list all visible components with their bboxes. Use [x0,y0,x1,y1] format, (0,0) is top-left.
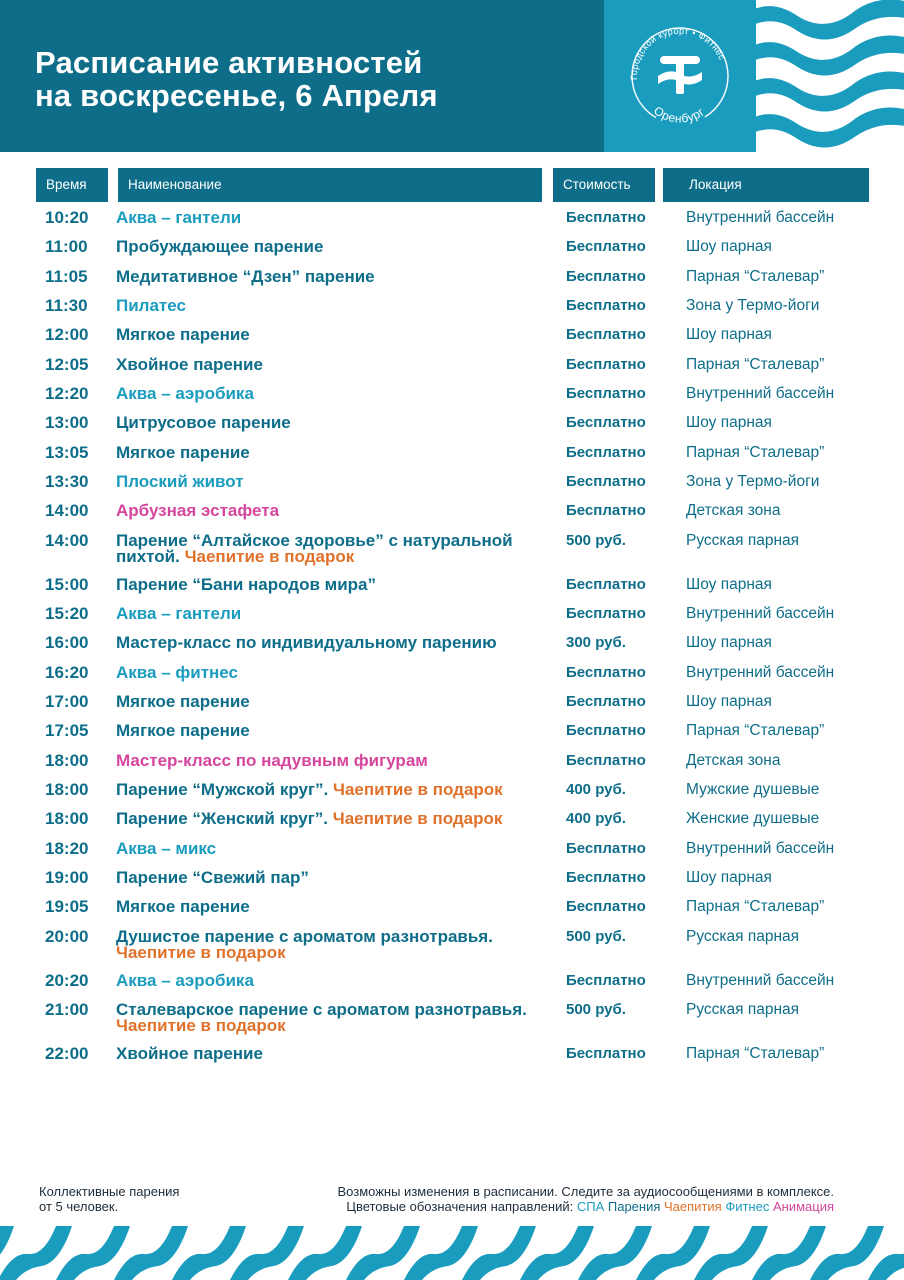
activity-name: Арбузная эстафета [116,501,280,520]
row-time: 18:20 [45,839,89,858]
svg-text:Оренбург [651,103,707,125]
footer-note-line-2: от 5 человек. [39,1199,119,1214]
row-time: 12:00 [45,325,89,344]
row-location: Шоу парная [686,414,772,431]
row-time: 14:00 [45,531,89,550]
row-time: 16:20 [45,663,89,682]
row-location: Внутренний бассейн [686,840,835,857]
row-price: Бесплатно [566,268,646,285]
tea-gift-note: Чаепитие в подарок [116,1016,286,1035]
row-price: 400 руб. [566,810,626,827]
row-activity [116,267,556,285]
logo-mark-icon [658,56,702,94]
row-activity [116,237,556,255]
row-time: 21:00 [45,1000,89,1019]
activity-name: Мастер-класс по индивидуальному парению [116,633,497,652]
row-activity [116,971,556,989]
row-activity [116,692,556,710]
column-header-name: Наименование [118,168,542,202]
row-location: Шоу парная [686,693,772,710]
row-location: Парная “Сталевар” [686,444,825,461]
row-time: 19:00 [45,868,89,887]
row-time: 17:05 [45,721,89,740]
row-price: Бесплатно [566,326,646,343]
activity-name: Аква – гантели [116,208,242,227]
row-activity [116,751,556,769]
row-location: Шоу парная [686,238,772,255]
row-time: 13:30 [45,472,89,491]
column-header-time: Время [36,168,108,202]
row-activity [116,501,556,519]
activity-name: Сталеварское парение с ароматом разнотравья. [116,1000,527,1019]
row-location: Русская парная [686,1001,800,1018]
row-price: Бесплатно [566,840,646,857]
footer-disclaimer-line: Возможны изменения в расписании. Следите за аудиосообщениями в комплексе. [337,1184,834,1199]
row-location: Внутренний бассейн [686,385,835,402]
wave-pattern-top [756,0,904,152]
logo-emblem [604,0,756,152]
row-price: 400 руб. [566,781,626,798]
row-price: Бесплатно [566,898,646,915]
row-price: 500 руб. [566,928,626,945]
row-price: Бесплатно [566,972,646,989]
activity-name: Парение “Бани народов мира” [116,575,377,594]
row-location: Внутренний бассейн [686,972,835,989]
row-activity [116,633,556,651]
row-location: Шоу парная [686,869,772,886]
row-time: 22:00 [45,1044,89,1063]
row-activity [116,809,556,827]
tea-gift-note: Чаепитие в подарок [333,780,503,799]
legend-fitness: Фитнес [725,1199,770,1214]
row-activity [116,663,556,681]
activity-name: Парение “Женский круг”. [116,809,329,828]
activity-name: Пробуждающее парение [116,237,324,256]
footer-disclaimer [337,1184,834,1214]
row-time: 11:30 [45,296,88,315]
legend-animation: Анимация [772,1199,834,1214]
tea-gift-note: Чаепитие в подарок [332,809,503,828]
row-activity [116,384,556,402]
row-price: Бесплатно [566,722,646,739]
row-activity [116,897,556,915]
activity-name: Мастер-класс по надувным фигурам [116,751,428,770]
row-price: 500 руб. [566,532,626,549]
row-price: 300 руб. [566,634,626,651]
row-activity [116,355,556,373]
wave-pattern-bottom [0,1222,904,1280]
wave-pattern-icon [0,1222,904,1280]
legend-tea: Чаепития [664,1199,722,1214]
activity-name: Аква – фитнес [116,663,238,682]
row-time: 15:00 [45,575,89,594]
row-activity [116,325,556,343]
row-activity [116,296,556,314]
row-price: Бесплатно [566,444,646,461]
activity-name: Душистое парение с ароматом разнотравья. [116,927,493,946]
row-time: 20:00 [45,927,89,946]
row-location: Детская зона [686,752,781,769]
row-activity [116,604,556,622]
legend-spa: СПА [576,1199,605,1214]
row-activity [116,531,556,565]
activity-name: Хвойное парение [116,355,263,374]
color-legend [337,1199,834,1214]
row-time: 18:00 [45,780,89,799]
row-activity [116,413,556,431]
row-time: 18:00 [45,751,89,770]
row-price: Бесплатно [566,869,646,886]
activity-name: Аква – аэробика [116,384,254,403]
activity-name: Мягкое парение [116,721,250,740]
row-location: Детская зона [686,502,781,519]
row-activity [116,472,556,490]
tea-gift-note: Чаепитие в подарок [184,547,355,566]
page-title [35,46,438,112]
row-price: Бесплатно [566,209,646,226]
title-line-1: Расписание активностей [35,45,423,80]
row-time: 11:05 [45,267,88,286]
row-location: Женские душевые [686,810,820,827]
row-time: 14:00 [45,501,89,520]
row-location: Шоу парная [686,576,772,593]
row-time: 12:20 [45,384,89,403]
row-time: 19:05 [45,897,89,916]
row-price: Бесплатно [566,356,646,373]
row-location: Парная “Сталевар” [686,1045,825,1062]
legend-label: Цветовые обозначения направлений: [346,1199,574,1214]
row-activity [116,780,556,798]
row-time: 18:00 [45,809,89,828]
logo-city: Оренбург [651,103,708,126]
activity-name: Парение “Мужской круг”. [116,780,329,799]
wave-pattern-icon [756,0,904,152]
row-location: Мужские душевые [686,781,820,798]
row-location: Парная “Сталевар” [686,722,825,739]
activity-name: Мягкое парение [116,443,250,462]
row-location: Внутренний бассейн [686,209,835,226]
activity-name: Медитативное “Дзен” парение [116,267,375,286]
row-time: 15:20 [45,604,89,623]
row-price: Бесплатно [566,1045,646,1062]
row-activity [116,927,556,961]
row-time: 17:00 [45,692,89,711]
activity-name: Мягкое парение [116,325,250,344]
row-price: 500 руб. [566,1001,626,1018]
activity-name: Парение “Свежий пар” [116,868,309,887]
row-time: 13:00 [45,413,89,432]
row-price: Бесплатно [566,238,646,255]
legend-steam: Парения [607,1199,661,1214]
row-location: Зона у Термо-йоги [686,473,820,490]
row-location: Парная “Сталевар” [686,898,825,915]
column-header-location: Локация [663,168,869,202]
row-price: Бесплатно [566,576,646,593]
row-location: Внутренний бассейн [686,664,835,681]
row-location: Зона у Термо-йоги [686,297,820,314]
activity-name: Пилатес [116,296,186,315]
activity-name: Хвойное парение [116,1044,263,1063]
row-location: Шоу парная [686,634,772,651]
row-price: Бесплатно [566,502,646,519]
row-activity [116,443,556,461]
row-location: Русская парная [686,532,800,549]
row-price: Бесплатно [566,385,646,402]
row-price: Бесплатно [566,693,646,710]
row-activity [116,868,556,886]
footer-note [39,1184,179,1214]
row-time: 16:00 [45,633,89,652]
row-location: Русская парная [686,928,800,945]
row-time: 11:00 [45,237,88,256]
row-activity [116,839,556,857]
row-activity [116,575,556,593]
title-line-2: на воскресенье, 6 Апреля [35,78,438,113]
row-time: 10:20 [45,208,89,227]
activity-name: Мягкое парение [116,692,250,711]
logo-ring-text: Городской курорт • Фитнес [628,25,728,81]
row-activity [116,721,556,739]
activity-name: Плоский живот [116,472,244,491]
activity-name: Аква – микс [116,839,217,858]
row-activity [116,1000,556,1034]
row-price: Бесплатно [566,297,646,314]
column-header-price: Стоимость [553,168,655,202]
tea-gift-note: Чаепитие в подарок [116,943,286,962]
activity-name: Мягкое парение [116,897,250,916]
logo [604,0,756,152]
row-price: Бесплатно [566,664,646,681]
row-price: Бесплатно [566,752,646,769]
activity-name: Аква – аэробика [116,971,254,990]
row-time: 13:05 [45,443,89,462]
row-activity [116,208,556,226]
activity-name: Аква – гантели [116,604,242,623]
activity-name: Парение “Алтайское здоровье” с натуральной пихтой. [116,531,513,566]
activity-name: Цитрусовое парение [116,413,291,432]
row-activity [116,1044,556,1062]
row-location: Шоу парная [686,326,772,343]
row-location: Внутренний бассейн [686,605,835,622]
row-price: Бесплатно [566,473,646,490]
row-price: Бесплатно [566,414,646,431]
row-time: 20:20 [45,971,89,990]
row-location: Парная “Сталевар” [686,356,825,373]
row-time: 12:05 [45,355,89,374]
footer-note-line-1: Коллективные парения [39,1184,180,1199]
row-location: Парная “Сталевар” [686,268,825,285]
row-price: Бесплатно [566,605,646,622]
